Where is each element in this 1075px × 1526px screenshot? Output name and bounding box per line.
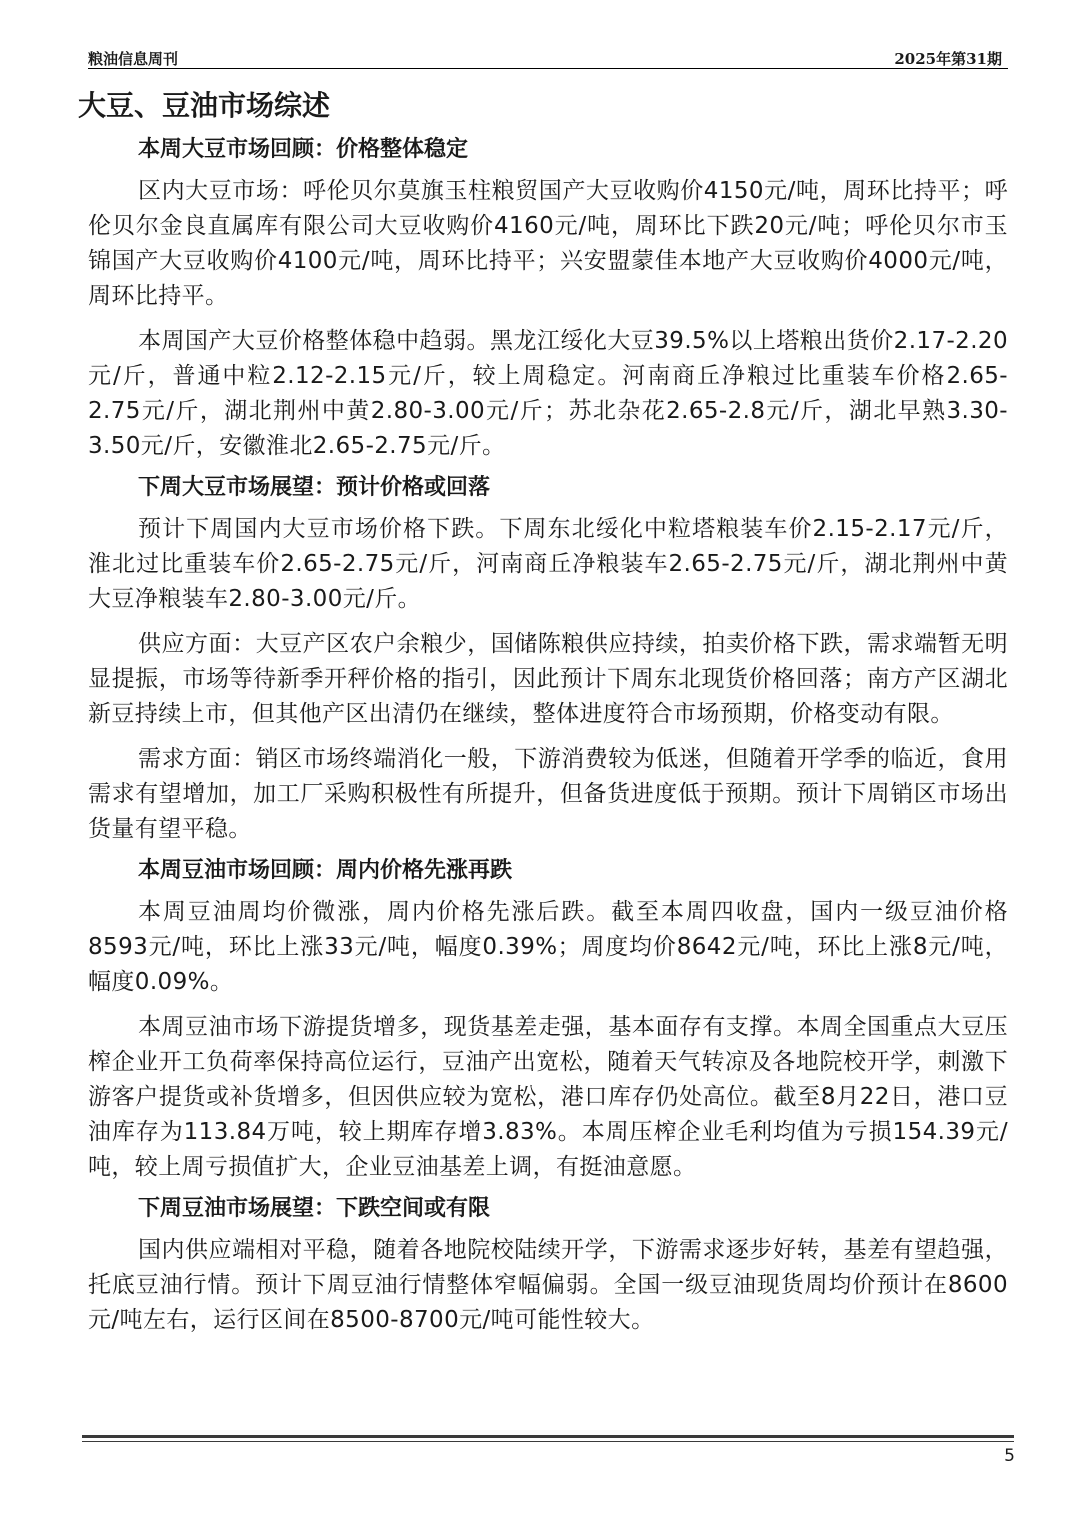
section-soyoil-review bbox=[88, 857, 1008, 1185]
paragraph: 需求方面：销区市场终端消化一般，下游消费较为低迷，但随着开学季的临近，食用需求有望增加，加工厂采购积极性有所提升，但备货进度低于预期。预计下周销区市场出货量有望平稳。 bbox=[88, 746, 1008, 842]
section-soyoil-outlook bbox=[88, 1195, 1008, 1338]
page-header bbox=[88, 46, 1008, 69]
paragraph: 本周豆油周均价微涨，周内价格先涨后跌。截至本周四收盘，国内一级豆油价格8593元/吨，环比上涨33元/吨，幅度0.39%；周度均价8642元/吨，环比上涨8元/吨，幅度0.09%。 bbox=[88, 899, 1008, 995]
section-heading: 本周大豆市场回顾：价格整体稳定 bbox=[138, 137, 469, 162]
publication-name: 粮油信息周刊 bbox=[88, 50, 179, 68]
paragraph: 供应方面：大豆产区农户余粮少，国储陈粮供应持续，拍卖价格下跌，需求端暂无明显提振，市场等待新季开秤价格的指引，因此预计下周东北现货价格回落；南方产区湖北新豆持续上市，但其他产区出清仍在继续，整体进度符合市场预期，价格变动有限。 bbox=[88, 631, 1008, 727]
paragraph: 本周国产大豆价格整体稳中趋弱。黑龙江绥化大豆39.5%以上塔粮出货价2.17-2.20元/斤，普通中粒2.12-2.15元/斤，较上周稳定。河南商丘净粮过比重装车价格2.65-2.75元/斤，湖北荆州中黄2.80-3.00元/斤；苏北杂花2.65-2.8元/斤，湖北早熟3.30-3.50元/斤，安徽淮北2.65-2.75元/斤。 bbox=[88, 328, 1008, 459]
paragraph: 本周豆油市场下游提货增多，现货基差走强，基本面存有支撑。本周全国重点大豆压榨企业开工负荷率保持高位运行，豆油产出宽松，随着天气转凉及各地院校开学，刺激下游客户提货或补货增多，但因供应较为宽松，港口库存仍处高位。截至8月22日，港口豆油库存为113.84万吨，较上期库存增3.83%。本周压榨企业毛利均值为亏损154.39元/吨，较上周亏损值扩大，企业豆油基差上调，有挺油意愿。 bbox=[88, 1014, 1008, 1180]
section-heading: 本周豆油市场回顾：周内价格先涨再跌 bbox=[138, 858, 513, 883]
paragraph: 国内供应端相对平稳，随着各地院校陆续开学，下游需求逐步好转，基差有望趋强，托底豆油行情。预计下周豆油行情整体窄幅偏弱。全国一级豆油现货周均价预计在8600元/吨左右，运行区间在8500-8700元/吨可能性较大。 bbox=[88, 1237, 1008, 1333]
paragraph: 区内大豆市场：呼伦贝尔莫旗玉柱粮贸国产大豆收购价4150元/吨，周环比持平；呼伦贝尔金良直属库有限公司大豆收购价4160元/吨，周环比下跌20元/吨；呼伦贝尔市玉锦国产大豆收购价4100元/吨，周环比持平；兴安盟蒙佳本地产大豆收购价4000元/吨，周环比持平。 bbox=[88, 178, 1008, 309]
paragraph: 预计下周国内大豆市场价格下跌。下周东北绥化中粒塔粮装车价2.15-2.17元/斤，淮北过比重装车价2.65-2.75元/斤，河南商丘净粮装车2.65-2.75元/斤，湖北荆州中黄大豆净粮装车2.80-3.00元/斤。 bbox=[88, 516, 1008, 612]
page-number: 5 bbox=[1004, 1446, 1015, 1466]
issue-number: 2025年第31期 bbox=[894, 50, 1002, 68]
footer-rule-thin bbox=[82, 1441, 1014, 1442]
section-soybean-outlook bbox=[88, 474, 1008, 847]
section-heading: 下周大豆市场展望：预计价格或回落 bbox=[138, 475, 491, 500]
footer-rule bbox=[82, 1435, 1014, 1438]
section-soybean-review bbox=[88, 136, 1008, 464]
section-heading: 下周豆油市场展望：下跌空间或有限 bbox=[138, 1196, 491, 1221]
article-body bbox=[78, 86, 1008, 1338]
page-title: 大豆、豆油市场综述 bbox=[78, 89, 331, 122]
